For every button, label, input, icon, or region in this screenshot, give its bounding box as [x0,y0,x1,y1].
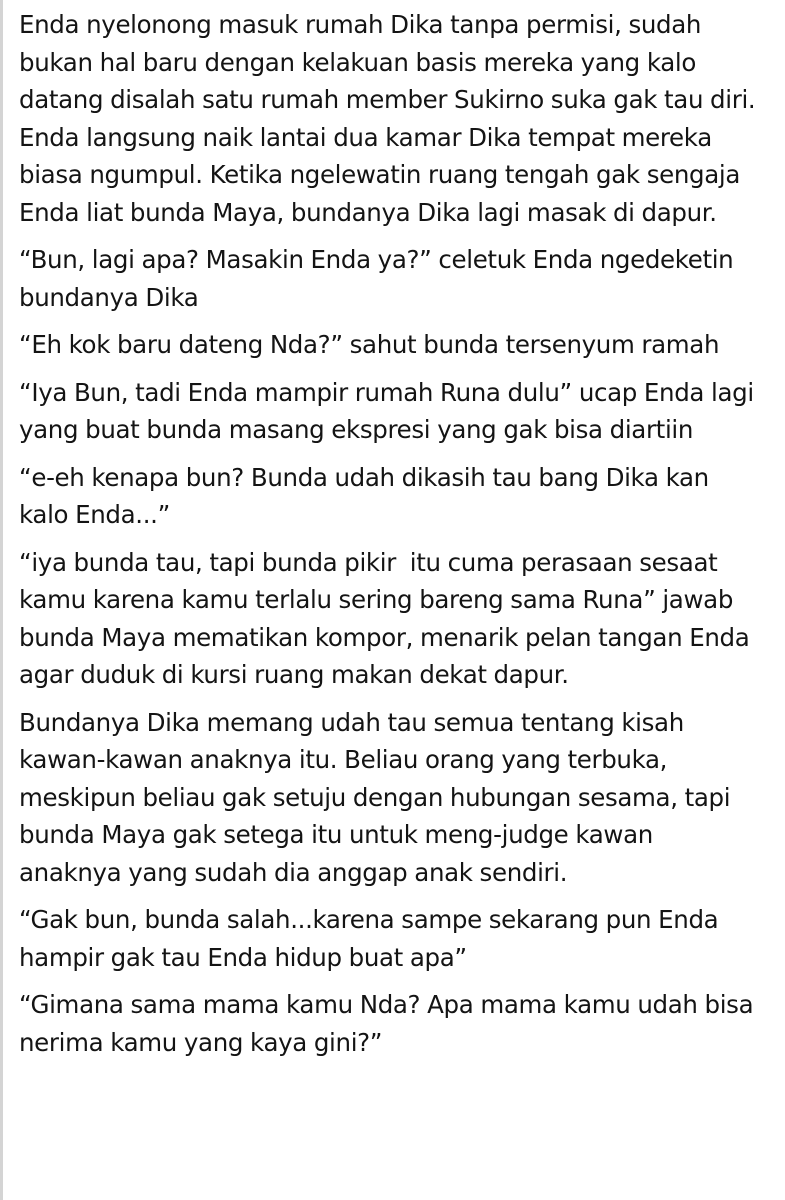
text-line: hampir gak tau Enda hidup buat apa” [19,942,467,972]
text-line: “e-eh kenapa bun? Bunda udah dikasih tau bang Dika kan [19,462,709,492]
text-line: “Gak bun, bunda salah...karena sampe sekarang pun Enda [19,905,719,934]
text-line: bunda Maya gak setega itu untuk meng-judge kawan [19,820,653,849]
paragraph [19,241,783,316]
text-line: datang disalah satu rumah member Sukirno suka gak tau diri. [19,85,756,114]
text-line: “Eh kok baru dateng Nda?” sahut bunda tersenyum ramah [19,330,720,359]
text-line: meskipun beliau gak setuju dengan hubungan sesama, tapi [19,782,731,812]
paragraph [19,459,783,534]
paragraph [19,326,783,364]
paragraph [19,6,783,231]
text-line: Enda liat bunda Maya, bundanya Dika lagi masak di dapur. [19,197,717,227]
text-line: kamu karena kamu terlalu sering bareng sama Runa” jawab [19,585,734,614]
text-line: “Bun, lagi apa? Masakin Enda ya?” celetuk Enda ngedeketin [19,245,734,274]
text-line: bukan hal baru dengan kelakuan basis mereka yang kalo [19,47,696,77]
text-line: Enda nyelonong masuk rumah Dika tanpa permisi, sudah [19,10,702,39]
paragraph [19,986,783,1061]
paragraph [19,901,783,976]
text-line: “Iya Bun, tadi Enda mampir rumah Runa dulu” ucap Enda lagi [19,377,754,407]
text-line: Enda langsung naik lantai dua kamar Dika tempat mereka [19,122,712,152]
story-text [19,6,783,1071]
text-line: “Gimana sama mama kamu Nda? Apa mama kamu udah bisa [19,990,754,1019]
paragraph [19,544,783,694]
text-line: yang buat bunda masang ekspresi yang gak bisa diartiin [19,415,694,444]
text-line: agar duduk di kursi ruang makan dekat dapur. [19,660,569,689]
text-line: kalo Enda...” [19,500,170,529]
text-line: bundanya Dika [19,282,199,312]
text-line: biasa ngumpul. Ketika ngelewatin ruang tengah gak sengaja [19,160,740,189]
text-line: nerima kamu yang kaya gini?” [19,1027,383,1057]
paragraph [19,704,783,892]
paragraph [19,374,783,449]
text-line: Bundanya Dika memang udah tau semua tentang kisah [19,707,684,737]
text-line: “iya bunda tau, tapi bunda pikir itu cuma perasaan sesaat [19,547,718,577]
text-line: kawan-kawan anaknya itu. Beliau orang yang terbuka, [19,745,668,774]
text-line: bunda Maya mematikan kompor, menarik pelan tangan Enda [19,622,750,652]
text-line: anaknya yang sudah dia anggap anak sendiri. [19,857,568,887]
